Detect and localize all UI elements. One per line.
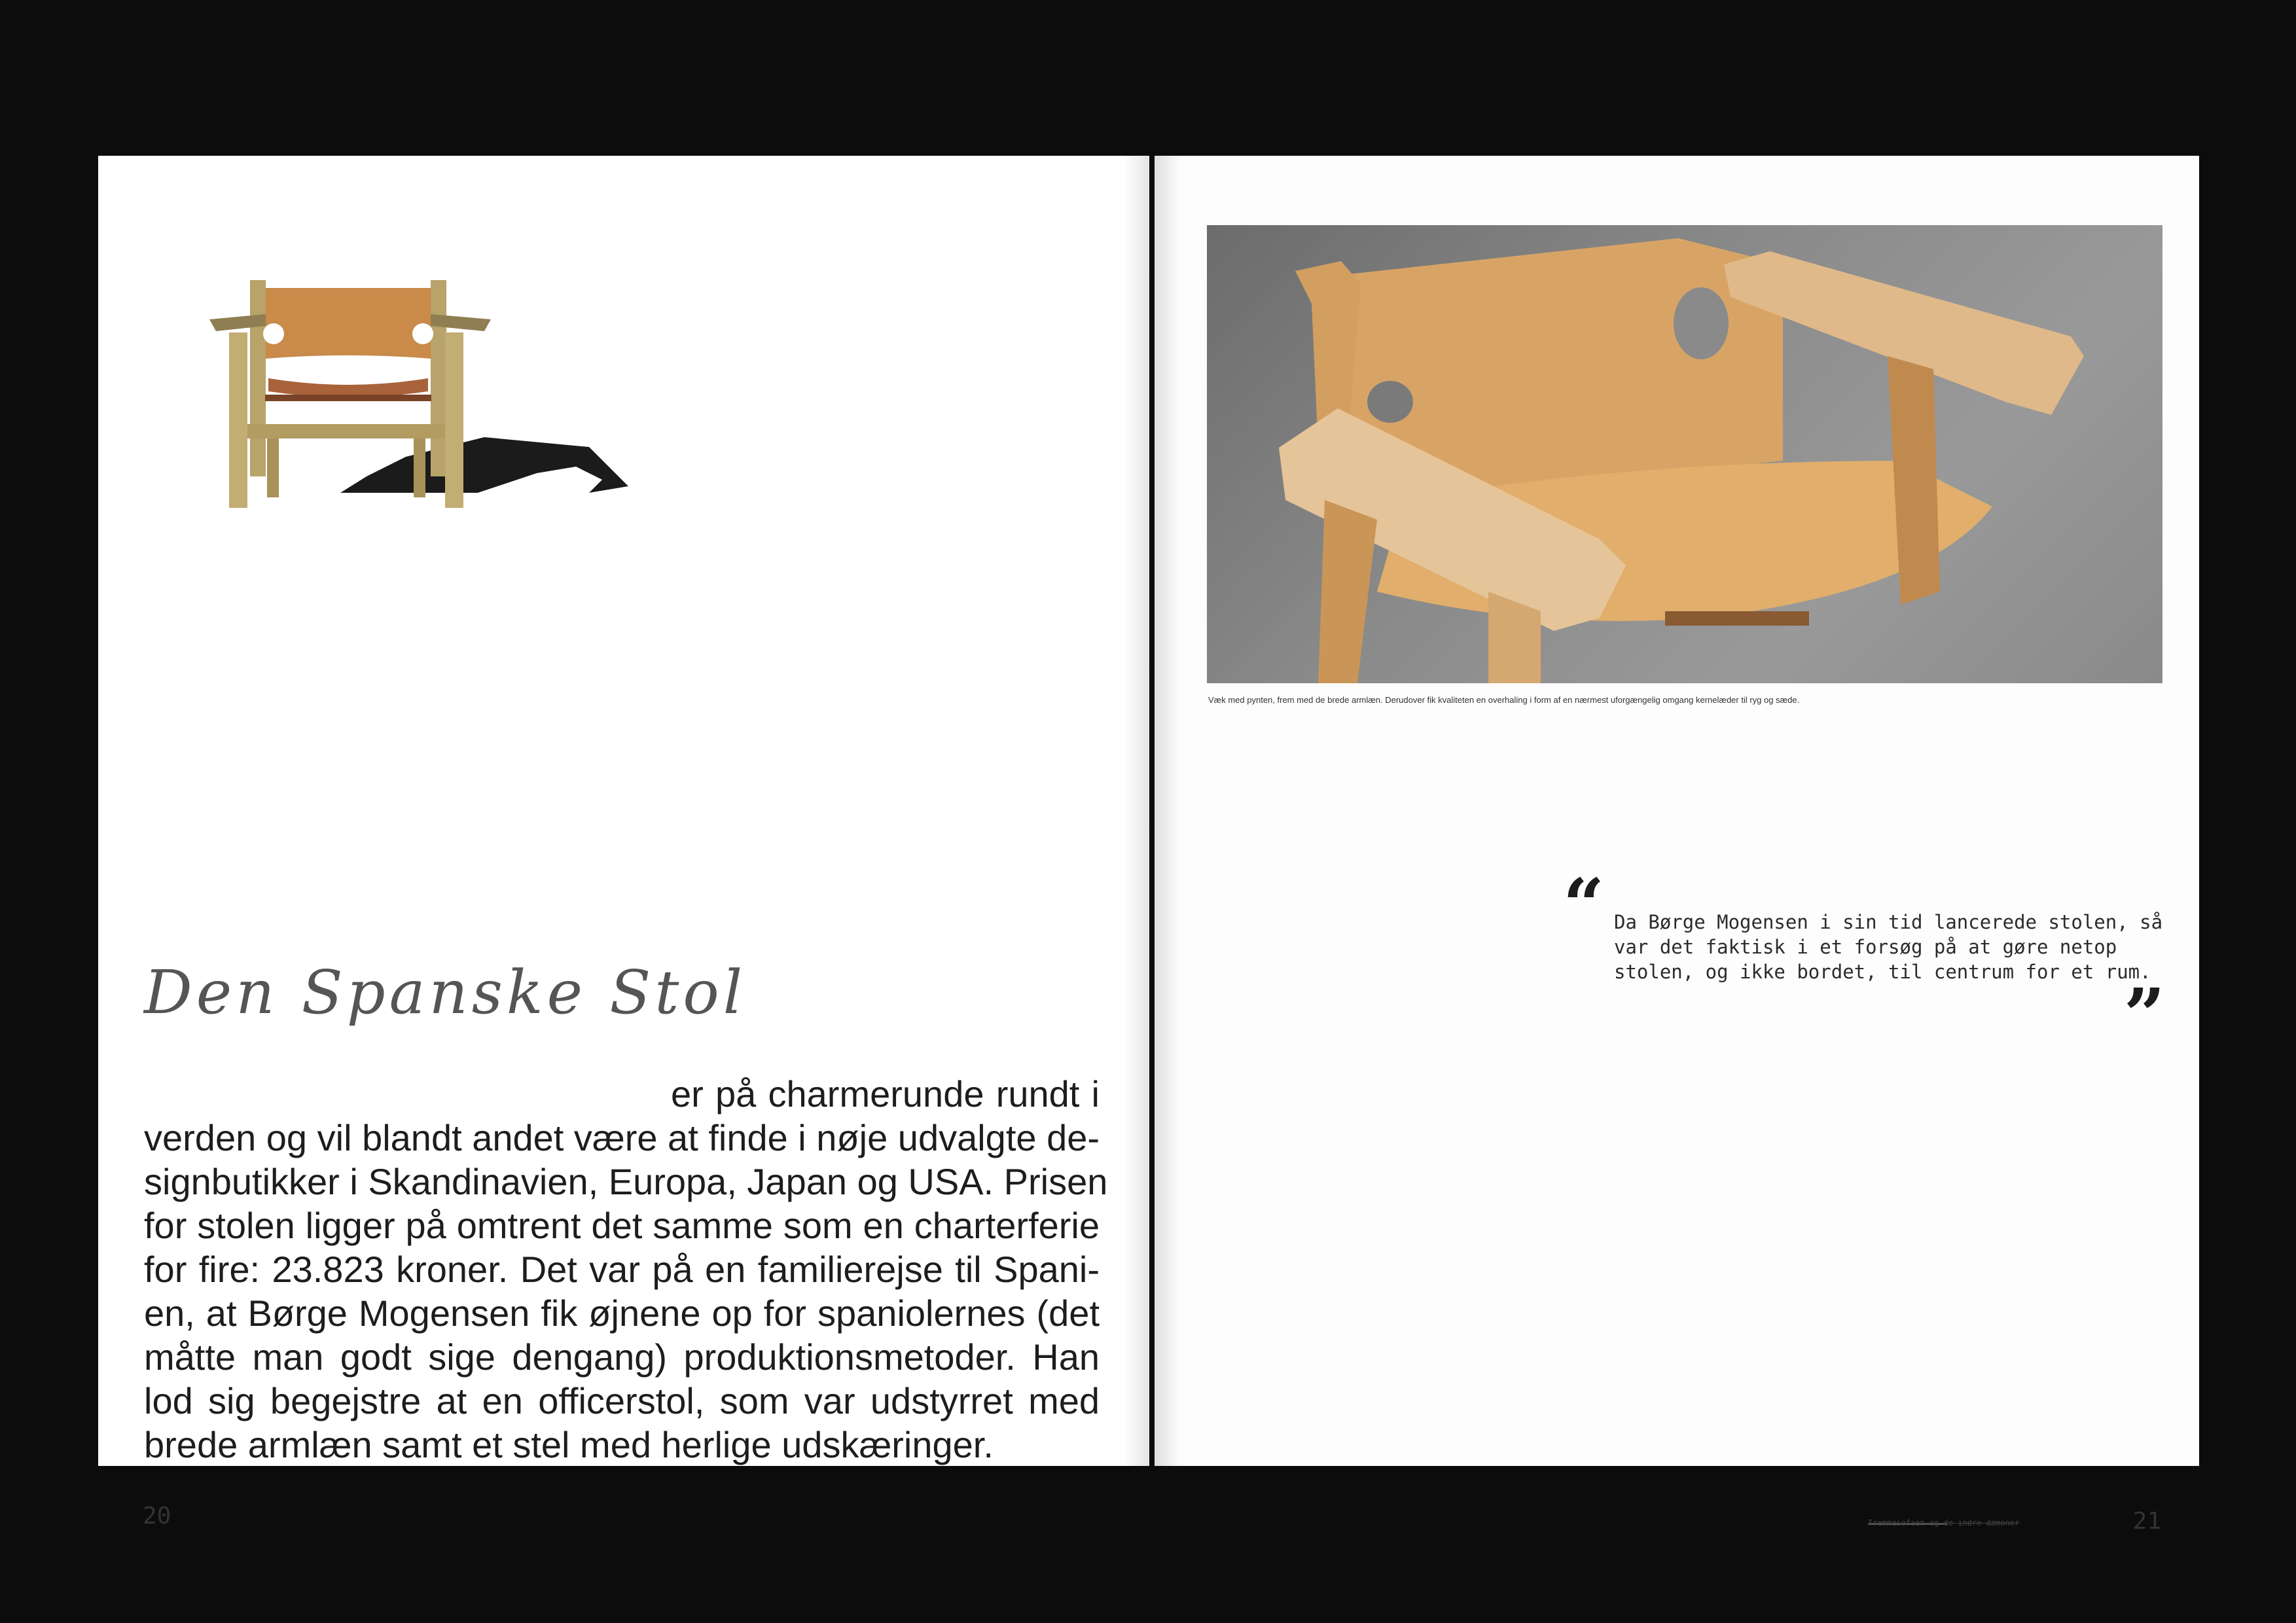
gutter-shadow-left xyxy=(1123,156,1149,1466)
photo-handhole-right xyxy=(1674,287,1729,359)
article-title: Den Spanske Stol xyxy=(144,957,747,1027)
body-line: brede armlæn samt et stel med herlige udskæringer. xyxy=(144,1424,994,1465)
chair-rail xyxy=(247,424,445,438)
body-line: er på charmerunde rundt i xyxy=(671,1073,1100,1115)
chair-seat xyxy=(268,378,428,397)
quote-close-mark: ” xyxy=(2123,972,2165,1057)
body-line: lod sig begejstre at en officerstol, som var udstyrret med xyxy=(144,1380,1100,1421)
chair-front-leg-left xyxy=(229,332,247,508)
chair-photo xyxy=(1207,225,2162,683)
chair-handhole-right xyxy=(412,323,433,344)
body-line: en, at Børge Mogensen fik øjnene op for spaniolernes (det xyxy=(144,1293,1100,1334)
chair-backrest xyxy=(266,288,431,359)
body-line: for stolen ligger på omtrent det samme som en charterferie xyxy=(144,1205,1100,1246)
quote-open-mark: “ xyxy=(1563,863,1605,947)
chair-inner-leg-right xyxy=(414,438,425,497)
chair-shadow xyxy=(340,437,628,493)
chair-front-leg-right xyxy=(445,332,463,508)
left-page xyxy=(98,156,1149,1529)
chair-inner-leg-left xyxy=(267,438,279,497)
page-number-left: 20 xyxy=(143,1503,171,1529)
chair-back-leg-right xyxy=(431,280,446,476)
page-number-right: 21 xyxy=(2132,1508,2161,1535)
gutter-shadow-right xyxy=(1155,156,1181,1466)
body-line: måtte man godt sige dengang) produktionsmetoder. Han xyxy=(144,1336,1100,1378)
photo-strap xyxy=(1665,611,1809,626)
body-line: verden og vil blandt andet være at finde i nøje udvalgte de- xyxy=(144,1117,1100,1158)
chair-strap xyxy=(265,395,431,401)
body-text xyxy=(144,1072,1108,1467)
chair-back-leg-left xyxy=(250,280,266,476)
photo-left-rail xyxy=(1318,500,1377,683)
chair-photo-drawing xyxy=(1207,225,2162,683)
body-line: signbutikker i Skandinavien, Europa, Japan og USA. Prisen xyxy=(144,1161,1108,1202)
photo-caption: Væk med pynten, frem med de brede armlæn. Derudover fik kvaliteten en overhaling i form af en nærmest uforgængelig omgang kernelæder til ryg og sæde. xyxy=(1208,695,1800,705)
body-line: for fire: 23.823 kroner. Det var på en familierejse til Spani- xyxy=(144,1249,1100,1290)
chair-handhole-left xyxy=(263,323,284,344)
photo-handhole-left xyxy=(1367,381,1413,423)
running-footer: Tremmesofaen og de indre dæmoner xyxy=(1868,1518,2020,1527)
spanish-chair-illustration xyxy=(170,260,641,548)
pull-quote: Da Børge Mogensen i sin tid lancerede stolen, så var det faktisk i et forsøg på at gøre netop stolen, og ikke bordet, til centrum for et rum. xyxy=(1614,911,2163,983)
right-page xyxy=(1155,156,2199,1535)
